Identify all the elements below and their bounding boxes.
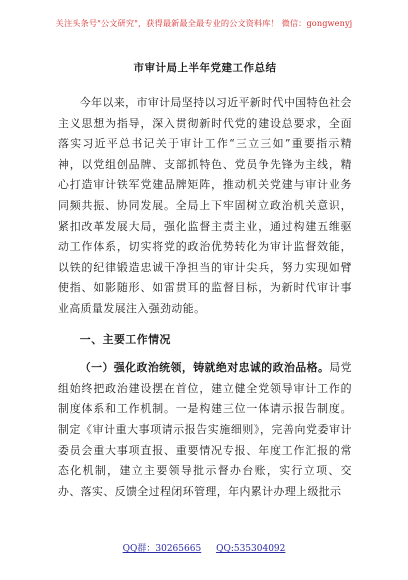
footer-qq-group[interactable]: QQ群：30265665 [122, 544, 202, 554]
intro-paragraph: 今年以来，市审计局坚持以习近平新时代中国特色社会主义思想为指导，深入贯彻新时代党的建设总要求，全面落实习近平总书记关于审计工作“三立三如”重要指示精神，以党组创品牌、支部抓特色、党员争先锋为主线，精心打造审计铁军党建品牌矩阵，推动机关党建与审计业务同频共振、协同发展。全局上下牢固树立政治机关意识，紧扣改革发展大局，强化监督主责主业，通过构建五维驱动工作体系，切实将党的政治优势转化为审计监督效能，以铁的纪律锻造忠诚干净担当的审计尖兵，努力实现如臂使指、如影随形、如雷贯耳的监督目标，为新时代审计事业高质量发展注入强劲动能。 [58, 96, 352, 315]
subsection-lead: （一）强化政治统领，铸就绝对忠诚的政治品格。 [79, 361, 330, 375]
subsection-body: 局党组始终把政治建设摆在首位，建立健全党领导审计工作的制度体系和工作机制。一是构建三位一体请示报告制度。制定《审计重大事项请示报告实施细则》，完善向党委审计委员会重大事项直报、重要情况专报、年度工作汇报的常态化机制，建立主要领导批示督办台账，实行立项、交办、落实、反馈全过程闭环管理，年内累计办理上级批示 [58, 361, 352, 498]
header-banner: 关注头条号"公文研究"，获得最新最全最专业的公文资料库！ 微信：gongwenyj [55, 18, 353, 28]
document-body [58, 60, 352, 502]
footer-qq-number[interactable]: QQ:535304092 [216, 544, 286, 554]
footer-banner [0, 541, 408, 554]
subsection-paragraph [58, 358, 352, 502]
document-title: 市审计局上半年党建工作总结 [133, 62, 277, 74]
section-heading: 一、主要工作情况 [79, 332, 171, 346]
